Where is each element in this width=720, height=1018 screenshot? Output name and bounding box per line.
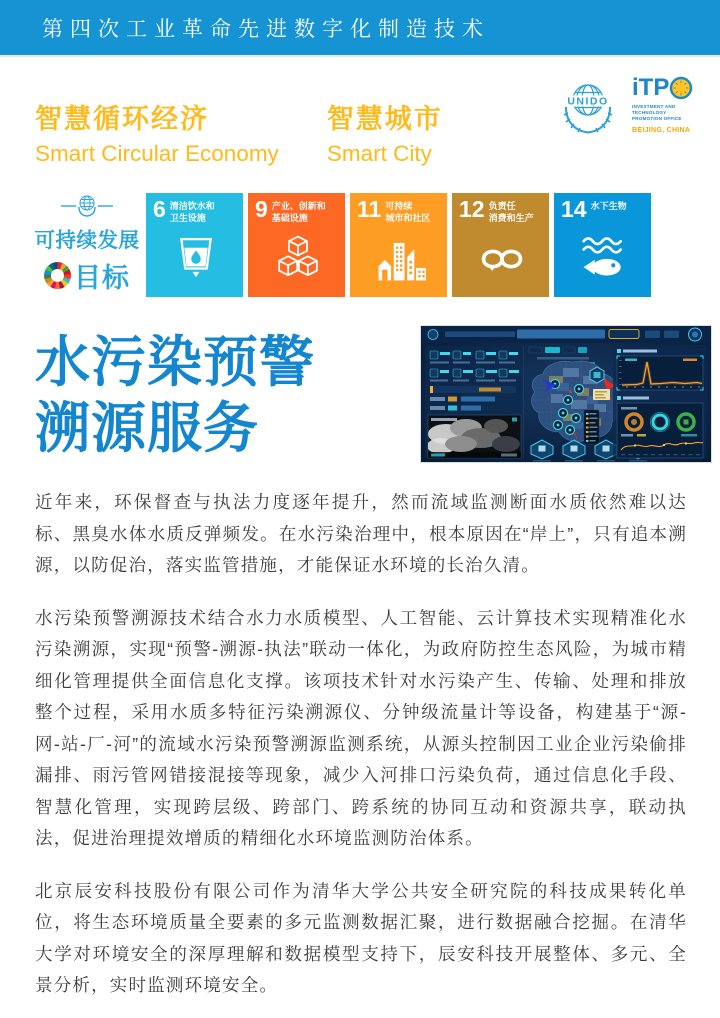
- service-title: [35, 329, 392, 461]
- sdg-tile-9: [248, 193, 345, 297]
- topic-zh-label: 智慧循环经济: [35, 104, 209, 134]
- fish-waves-icon: [576, 232, 632, 282]
- topic-en-label: Smart Circular Economy: [35, 141, 279, 166]
- sdg-title-line1: 产业、创新和: [271, 201, 326, 211]
- sdg-badge-goal-row: [33, 256, 141, 295]
- dashboard-screenshot: [420, 325, 712, 463]
- sdg-number: 14: [561, 196, 587, 222]
- topic-en-label: Smart City: [326, 141, 432, 166]
- sdg-tile-head: [255, 196, 340, 224]
- sdg-tile-12: [452, 193, 549, 297]
- page-title: 第四次工业革命先进数字化制造技术: [42, 17, 490, 41]
- sdg-title-line1: 负责任: [488, 201, 516, 211]
- sdg-title-line1: 清洁饮水和: [169, 201, 215, 211]
- sdg-icon-wrap: [255, 224, 340, 293]
- sdg-row: [33, 193, 685, 297]
- service-title-line1: 水污染预警: [35, 331, 316, 393]
- sdg-tile-head: [459, 196, 544, 224]
- topic-smart-city: [327, 97, 443, 167]
- sdg-title-line1: 可持续: [385, 201, 413, 211]
- sdg-badge-text: 可持续发展: [34, 229, 140, 252]
- topics: [35, 97, 443, 167]
- top-row: [0, 57, 720, 167]
- sdg-title: [385, 201, 430, 224]
- sdg-number: 6: [153, 196, 166, 222]
- sdg-badge: [33, 193, 141, 297]
- body-text: [35, 487, 687, 1002]
- industry-cubes-icon: [271, 233, 325, 285]
- sdg-title-line2: 城市和社区: [385, 212, 431, 223]
- sdg-icon-wrap: [561, 221, 646, 293]
- sdg-tile-head: [153, 196, 238, 224]
- sdg-tile-11: [350, 193, 447, 297]
- dashboard-camera-feed: [427, 415, 521, 458]
- sdg-number: 12: [459, 196, 485, 222]
- topic-smart-circular-economy: [35, 97, 279, 167]
- sdg-title-line2: 消费和生产: [488, 212, 534, 223]
- sdg-icon-wrap: [153, 224, 238, 293]
- map-legend: [584, 410, 599, 444]
- unido-label: UNIDO: [567, 95, 609, 108]
- body-paragraph: 近年来，环保督查与执法力度逐年提升，然而流域监测断面水质依然难以达标、黑臭水体水质反弹频发。在水污染治理中，根本原因在“岸上”，只有追本溯源，以防促治，落实监管措施，才能保证水环境的长治久清。: [35, 492, 687, 575]
- sdg-title-line2: 卫生设施: [169, 212, 206, 223]
- body-paragraph: 水污染预警溯源技术结合水力水质模型、人工智能、云计算技术实现精准化水污染溯源，实现“预警-溯源-执法”联动一体化，为政府防控生态风险，为城市精细化管理提供全面信息化支撑。该项技术针对水污染产生、传输、处理和排放整个过程，采用水质多特征污染溯源仪、分钟级流量计等设备，构建基于“源-网-站-厂-河”的流域水污染预警溯源监测系统，从源头控制因工业企业污染偷排漏排、雨污管网错接混接等现象，减少入河排口污染负荷，通过信息化手段、智慧化管理，实现跨层级、跨部门、跨系统的协同互动和资源共享，联动执法，促进治理提效增质的精细化水环境监测防治体系。: [35, 607, 687, 848]
- sdg-icon-wrap: [357, 224, 442, 293]
- sdg-badge-goal-text: 目标: [74, 263, 130, 293]
- feature-row: [35, 325, 720, 463]
- itpo-letters: iTP: [632, 74, 670, 101]
- infinity-loop-icon: [474, 236, 530, 282]
- topic-zh-label: 智慧城市: [326, 104, 443, 134]
- sdg-tile-head: [357, 196, 442, 224]
- un-emblem-icon: [61, 193, 113, 217]
- water-glass-icon: [170, 234, 222, 284]
- itpo-logo: [632, 75, 704, 134]
- logos: [556, 75, 706, 139]
- sdg-title: [170, 201, 215, 224]
- sdg-number: 11: [357, 196, 382, 222]
- sdg-number: 9: [255, 196, 268, 222]
- sdg-tile-14: [554, 193, 651, 297]
- dashboard-right-panel: [613, 345, 707, 458]
- itpo-subtitle-line2: PROMOTION OFFICE: [632, 116, 682, 122]
- itpo-wordmark: [632, 75, 704, 101]
- itpo-subtitle: [632, 104, 704, 123]
- sdg-title: [591, 201, 627, 213]
- sdg-tile-6: [146, 193, 243, 297]
- city-buildings-icon: [373, 234, 427, 284]
- sdg-icon-wrap: [459, 224, 544, 293]
- sdg-wheel-icon: [44, 262, 71, 289]
- itpo-sun-o-icon: [669, 76, 693, 100]
- dashboard-top-bar: [421, 326, 711, 343]
- unido-logo-icon: [556, 75, 620, 139]
- service-title-line2: 溯源服务: [35, 397, 260, 459]
- sdg-title: [272, 201, 326, 224]
- sdg-title-line2: 基础设施: [271, 212, 308, 223]
- itpo-city-label: BEIJING, CHINA: [632, 126, 691, 134]
- page-header: [0, 0, 720, 57]
- itpo-subtitle-line1: INVESTMENT AND TECHNOLOGY: [632, 104, 676, 116]
- sdg-title: [489, 201, 534, 224]
- sdg-title-line1: 水下生物: [590, 201, 627, 211]
- body-paragraph: 北京辰安科技股份有限公司作为清华大学公共安全研究院的科技成果转化单位，将生态环境质量全要素的多元监测数据汇聚，进行数据融合挖掘。在清华大学对环境安全的深厚理解和数据模型支持下，辰安科技开展整体、多元、全景分析，实时监测环境安全。: [35, 880, 687, 995]
- sdg-tile-head: [561, 196, 646, 222]
